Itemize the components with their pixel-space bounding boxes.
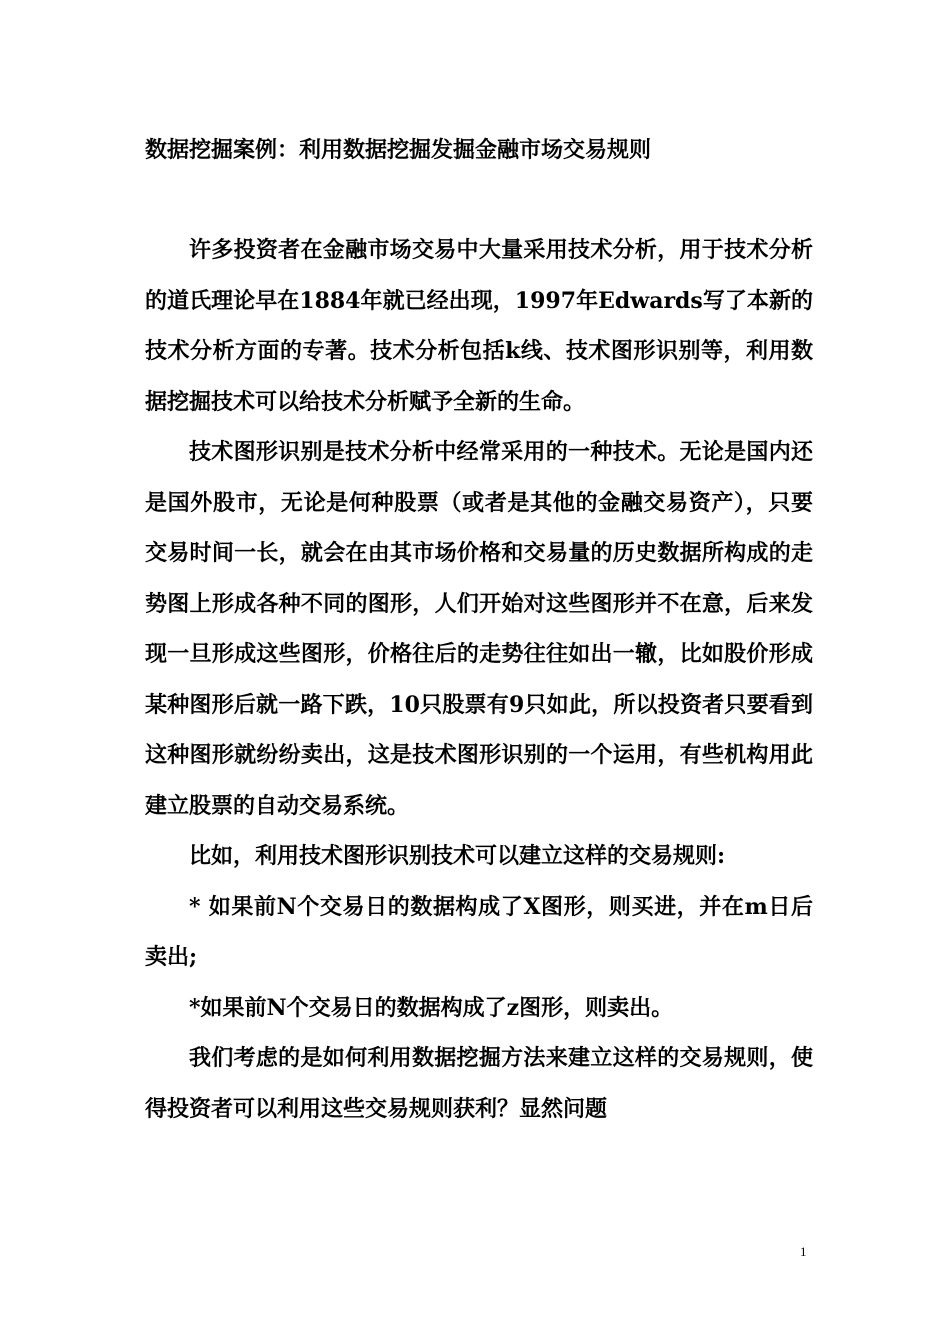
paragraph-technical-analysis: 许多投资者在金融市场交易中大量采用技术分析，用于技术分析的道氏理论早在1884年就已经出现，1997年Edwards写了本新的技术分析方面的专著。技术分析包括k线、技术图形识别等，利用数据挖掘技术可以给技术分析赋予全新的生命。 [145,237,813,415]
document-body [145,225,813,1134]
paragraph-rule-buy: * 如果前N个交易日的数据构成了X图形，则买进，并在m日后卖出; [145,893,813,970]
document-title: 数据挖掘案例：利用数据挖掘发掘金融市场交易规则 [145,137,652,163]
paragraph-trading-rules-intro: 比如，利用技术图形识别技术可以建立这样的交易规则: [189,843,726,869]
paragraph-pattern-recognition: 技术图形识别是技术分析中经常采用的一种技术。无论是国内还是国外股市，无论是何种股票（或者是其他的金融交易资产），只要交易时间一长，就会在由其市场价格和交易量的历史数据所构成的走势图上形成各种不同的图形，人们开始对这些图形并不在意，后来发现一旦形成这些图形，价格往后的走势往往如出一辙，比如股价形成某种图形后就一路下跌，10只股票有9只如此，所以投资者只要看到这种图形就纷纷卖出，这是技术图形识别的一个运用，有些机构用此建立股票的自动交易系统。 [145,439,813,819]
paragraph-data-mining-question: 我们考虑的是如何利用数据挖掘方法来建立这样的交易规则，使得投资者可以利用这些交易规则获利？显然问题 [145,1045,813,1122]
paragraph-rule-sell: *如果前N个交易日的数据构成了z图形，则卖出。 [189,994,674,1021]
page-number: 1 [800,1244,807,1259]
